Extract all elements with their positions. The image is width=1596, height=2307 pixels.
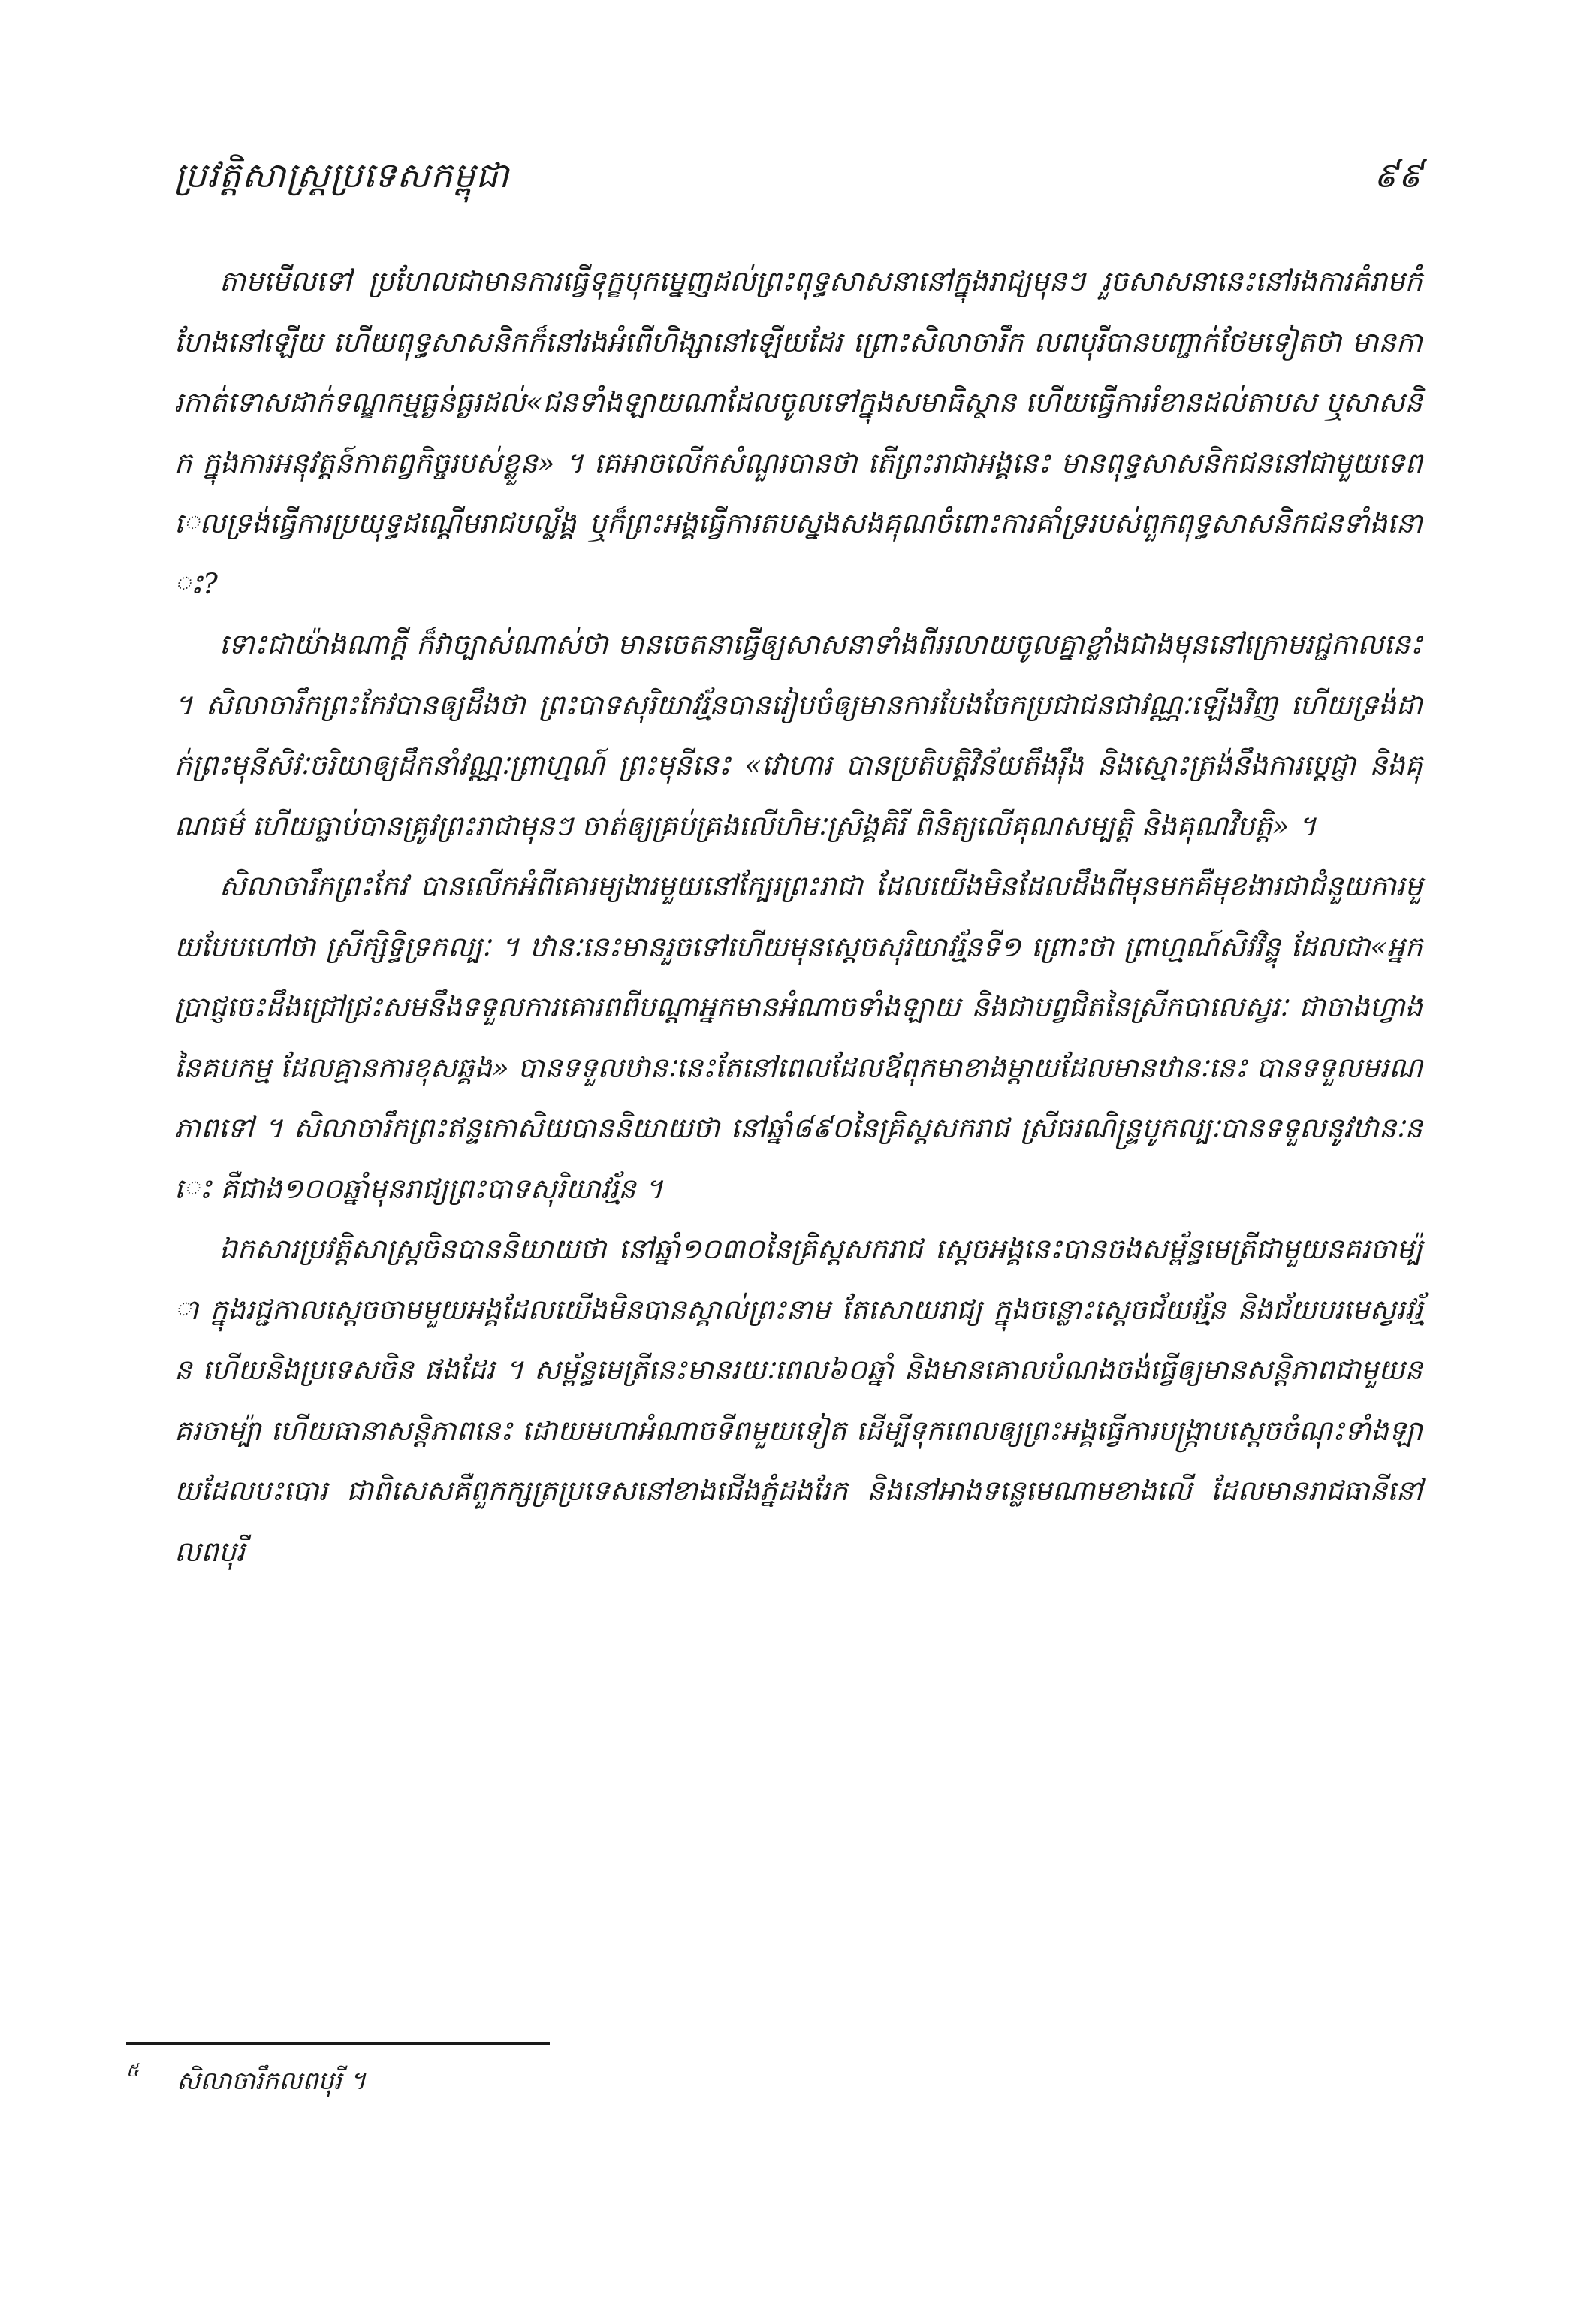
footnote-text: សិលាចារឹកលពបុរី ។ [176,2066,367,2095]
page-number: ៩៩ [1373,155,1423,195]
paragraph-2: ទោះជាយ៉ាងណាក្តី ក៏វាច្បាស់ណាស់ថា មានចេតនាធ្វើឲ្យសាសនាទាំងពីររលាយចូលគ្នាខ្លាំងជាងមុននៅក្រោមរជ្ជកាលនេះ ។ សិលាចារឹកព្រះកែវបានឲ្យដឹងថា ព្រះបាទសុរិយាវរ្ម័នបានរៀបចំឲ្យមានការបែងចែកប្រជាជនជាវណ្ណៈឡើងវិញ ហើយទ្រង់ដាក់ព្រះមុនីសិវៈចរិយាឲ្យដឹកនាំវណ្ណៈព្រាហ្មណ៍ ព្រះមុនីនេះ «វោហារ បានប្រតិបត្តិវិន័យតឹងរ៉ឹង និងស្មោះត្រង់នឹងការប្តេជ្ញា និងគុណធម៌ ហើយធ្លាប់បានគ្រូវព្រះរាជាមុនៗ ចាត់ឲ្យគ្រប់គ្រងលើហិមៈស្រិង្គគិរី ពិនិត្យលើគុណសម្បត្តិ និងគុណវិបត្តិ» ។ [174,628,1423,842]
header-title: ប្រវត្តិសាស្ត្រប្រទេសកម្ពុជា [174,155,510,195]
paragraph-1: តាមមើលទៅ ប្រហែលជាមានការធ្វើទុក្ខបុកម្នេញដល់ព្រះពុទ្ធសាសនានៅក្នុងរាជ្យមុនៗ រួចសាសនានេះនៅរងការគំរាមកំហែងនៅឡើយ ហើយពុទ្ធសាសនិកក៏នៅរងអំពើហិង្សានៅឡើយដែរ ព្រោះសិលាចារឹក លពបុរីបានបញ្ជាក់ថែមទៀតថា មានការកាត់ទោសដាក់ទណ្ឌកម្មធ្ងន់ធ្ងរដល់«ជនទាំងឡាយណាដែលចូលទៅក្នុងសមាធិស្ថាន ហើយធ្វើការរំខានដល់តាបស ឬសាសនិក ក្នុងការអនុវត្តន៍កាតព្វកិច្ចរបស់ខ្លួន» ។ គេអាចលើកសំណួរបានថា តើព្រះរាជាអង្គនេះ មានពុទ្ធសាសនិកជននៅជាមួយទេពេលទ្រង់ធ្វើការប្រយុទ្ធដណ្តើមរាជបល្ល័ង្គ ឬក៏ព្រះអង្គធ្វើការតបស្នងសងគុណចំពោះការគាំទ្ររបស់ពួកពុទ្ធសាសនិកជនទាំងនោះ? [174,265,1423,600]
paragraph-4: ឯកសារប្រវត្តិសាស្ត្រចិនបាននិយាយថា នៅឆ្នាំ១០៣០នៃគ្រិស្តសករាជ ស្តេចអង្គនេះបានចងសម្ព័ន្ធមេត្រីជាមួយនគរចាម្ប៉ា ក្នុងរជ្ជកាលស្តេចចាមមួយអង្គដែលយើងមិនបានស្គាល់ព្រះនាម តែសោយរាជ្យ ក្នុងចន្លោះស្តេចជ័យវរ្ម័ន និងជ័យបរមេស្វរវរ្ម័ន ហើយនិងប្រទេសចិន ផងដែរ ។ សម្ព័ន្ធមេត្រីនេះមានរយៈពេល៦០ឆ្នាំ និងមានគោលបំណងចង់ធ្វើឲ្យមានសន្តិភាពជាមួយនគរចាម្ប៉ា ហើយធានាសន្តិភាពនេះ ដោយមហាអំណាចទីពមួយទៀត ដើម្បីទុកពេលឲ្យព្រះអង្គធ្វើការបង្ក្រាបស្តេចចំណុះទាំងឡាយដែលបះបោរ ជាពិសេសគឺពួកក្សត្រប្រទេសនៅខាងជើងភ្នំដងរែក និងនៅអាងទន្លេមេណាមខាងលើ ដែលមានរាជធានីនៅ លពបុរី [174,1233,1423,1568]
paragraph-3: សិលាចារឹកព្រះកែវ បានលើកអំពីគោរម្យងារមួយនៅក្បែរព្រះរាជា ដែលយើងមិនដែលដឹងពីមុនមកគឺមុខងារជាជំនួយការមួយបែបហៅថា ស្រីក្សិទ្ធិទ្រកល្បៈ ។ ឋានៈនេះមានរួចទៅហើយមុនស្តេចសុរិយាវរ្ម័នទី១ ព្រោះថា ព្រាហ្មណ៍សិវវិន្ទុ ដែលជា«អ្នកប្រាជ្ញចេះដឹងជ្រៅជ្រះសមនឹងទទួលការគោរពពីបណ្តាអ្នកមានអំណាចទាំងឡាយ និងជាបព្វជិតនៃស្រីកបាលេស្វរៈ ជាចាងហ្វាងនៃគបកម្ម ដែលគ្មានការខុសឆ្គង» បានទទួលឋានៈនេះតែនៅពេលដែលឪពុកមាខាងម្តាយដែលមានឋានៈនេះ បានទទួលមរណភាពទៅ ។ សិលាចារឹកព្រះឥន្ទកោសិយបាននិយាយថា នៅឆ្នាំ៨៩០នៃគ្រិស្តសករាជ ស្រីធរណិន្ទ្របូកល្បៈបានទទួលនូវឋានៈនេះ គឺជាង១០០ឆ្នាំមុនរាជ្យព្រះបាទសុរិយាវរ្ម័ន ។ [174,870,1423,1205]
footnote [126,2060,367,2102]
footnote-mark: ៥ [126,2060,139,2081]
body-text [174,252,1423,1582]
running-header [174,154,1423,222]
footnote-divider [126,2042,550,2045]
